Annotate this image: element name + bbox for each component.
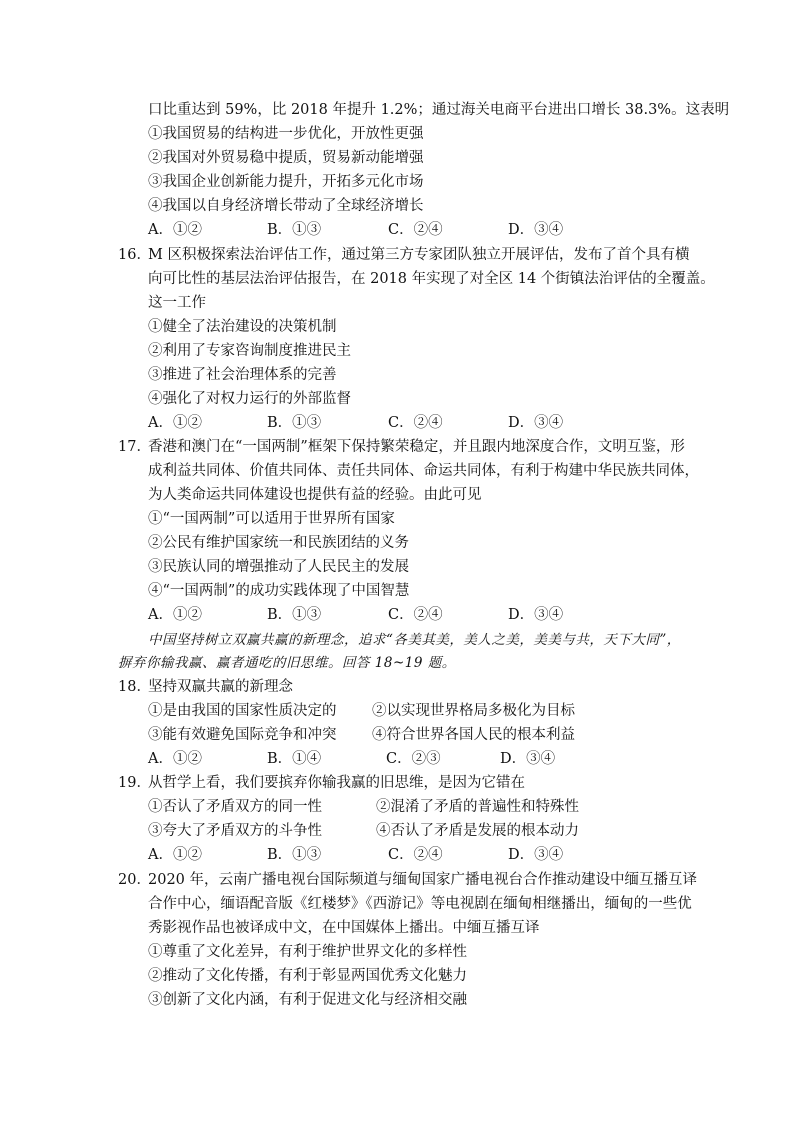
q19-option-1: ①否认了矛盾双方的同一性 [148,799,322,815]
q18-number: 18． [118,679,151,695]
intro-line: 中国坚持树立双赢共赢的新理念，追求“各美其美，美人之美，美美与共，天下大同”， [148,632,681,648]
q17-choice-b: B．①③ [267,607,322,623]
q18-option-3: ③能有效避免国际竞争和冲突 [148,727,337,743]
q19-stem: 从哲学上看，我们要摈弃你输我赢的旧思维，是因为它错在 [148,775,525,791]
q16-choice-c: C．②④ [388,415,443,431]
q19-choice-b: B．①③ [267,847,322,863]
q18-option-1: ①是由我国的国家性质决定的 [148,703,337,719]
q19-choice-c: C．②④ [388,847,443,863]
intro-line: 摒弃你输我赢、赢者通吃的旧思维。回答 18~19 题。 [118,655,456,671]
q15-option-3: ③我国企业创新能力提升，开拓多元化市场 [148,174,424,190]
q17-choice-d: D．③④ [508,607,564,623]
q19-choice-d: D．③④ [508,847,564,863]
q17-choice-a: A．①② [148,607,202,623]
q15-choice-b: B．①③ [267,222,322,238]
q20-option-1: ①尊重了文化差异，有利于维护世界文化的多样性 [148,944,467,960]
q16-option-4: ④强化了对权力运行的外部监督 [148,391,351,407]
q19-option-4: ④否认了矛盾是发展的根本动力 [376,823,579,839]
q20-stem-line: 2020 年，云南广播电视台国际频道与缅甸国家广播电视台合作推动建设中缅互播互译 [148,872,698,888]
q17-option-4: ④“一国两制”的成功实践体现了中国智慧 [148,583,410,599]
q16-stem-line: 向可比性的基层法治评估报告，在 2018 年实现了对全区 14 个街镇法治评估的全覆盖。 [148,271,715,287]
q19-option-3: ③夸大了矛盾双方的斗争性 [148,823,322,839]
q15-choice-d: D．③④ [508,222,564,238]
q18-choice-d: D．③④ [500,751,556,767]
q18-choice-c: C．②③ [386,751,441,767]
q15-choice-a: A．①② [148,222,202,238]
q20-stem-line: 秀影视作品也被译成中文，在中国媒体上播出。中缅互播互译 [148,920,540,936]
q20-option-3: ③创新了文化内涵，有利于促进文化与经济相交融 [148,992,467,1008]
q15-option-1: ①我国贸易的结构进一步优化，开放性更强 [148,126,424,142]
q16-stem-line: M 区积极探索法治评估工作，通过第三方专家团队独立开展评估，发布了首个具有横 [148,247,690,263]
q18-stem: 坚持双赢共赢的新理念 [148,679,293,695]
q15-option-2: ②我国对外贸易稳中提质，贸易新动能增强 [148,150,424,166]
q16-option-3: ③推进了社会治理体系的完善 [148,367,337,383]
q15-choice-c: C．②④ [388,222,443,238]
q19-number: 19． [118,775,151,791]
q19-option-2: ②混淆了矛盾的普遍性和特殊性 [376,799,579,815]
q15-option-4: ④我国以自身经济增长带动了全球经济增长 [148,198,424,214]
q19-choice-a: A．①② [148,847,202,863]
q16-number: 16． [118,247,151,263]
q16-stem-line: 这一工作 [148,295,206,311]
q15-stem-line: 口比重达到 59%，比 2018 年提升 1.2%；通过海关电商平台进出口增长 38.3%。这表明 [148,102,730,118]
q17-number: 17． [118,439,151,455]
q18-choice-a: A．①② [148,751,202,767]
q16-option-1: ①健全了法治建设的决策机制 [148,319,337,335]
q20-option-2: ②推动了文化传播，有利于彰显两国优秀文化魅力 [148,968,467,984]
q17-choice-c: C．②④ [388,607,443,623]
q20-stem-line: 合作中心，缅语配音版《红楼梦》《西游记》等电视剧在缅甸相继播出，缅甸的一些优 [148,896,692,912]
q18-choice-b: B．①④ [267,751,322,767]
q16-choice-a: A．①② [148,415,202,431]
q17-stem-line: 香港和澳门在“一国两制”框架下保持繁荣稳定，并且跟内地深度合作，文明互鉴，形 [148,439,685,455]
q18-option-4: ④符合世界各国人民的根本利益 [372,727,575,743]
q20-number: 20． [118,872,151,888]
q17-stem-line: 为人类命运共同体建设也提供有益的经验。由此可见 [148,487,482,503]
q16-choice-d: D．③④ [508,415,564,431]
q17-option-2: ②公民有维护国家统一和民族团结的义务 [148,535,409,551]
q17-option-1: ①“一国两制”可以适用于世界所有国家 [148,511,395,527]
q17-option-3: ③民族认同的增强推动了人民民主的发展 [148,559,409,575]
q18-option-2: ②以实现世界格局多极化为目标 [372,703,575,719]
q17-stem-line: 成利益共同体、价值共同体、责任共同体、命运共同体，有利于构建中华民族共同体， [148,463,699,479]
q16-choice-b: B．①③ [267,415,322,431]
q16-option-2: ②利用了专家咨询制度推进民主 [148,343,351,359]
